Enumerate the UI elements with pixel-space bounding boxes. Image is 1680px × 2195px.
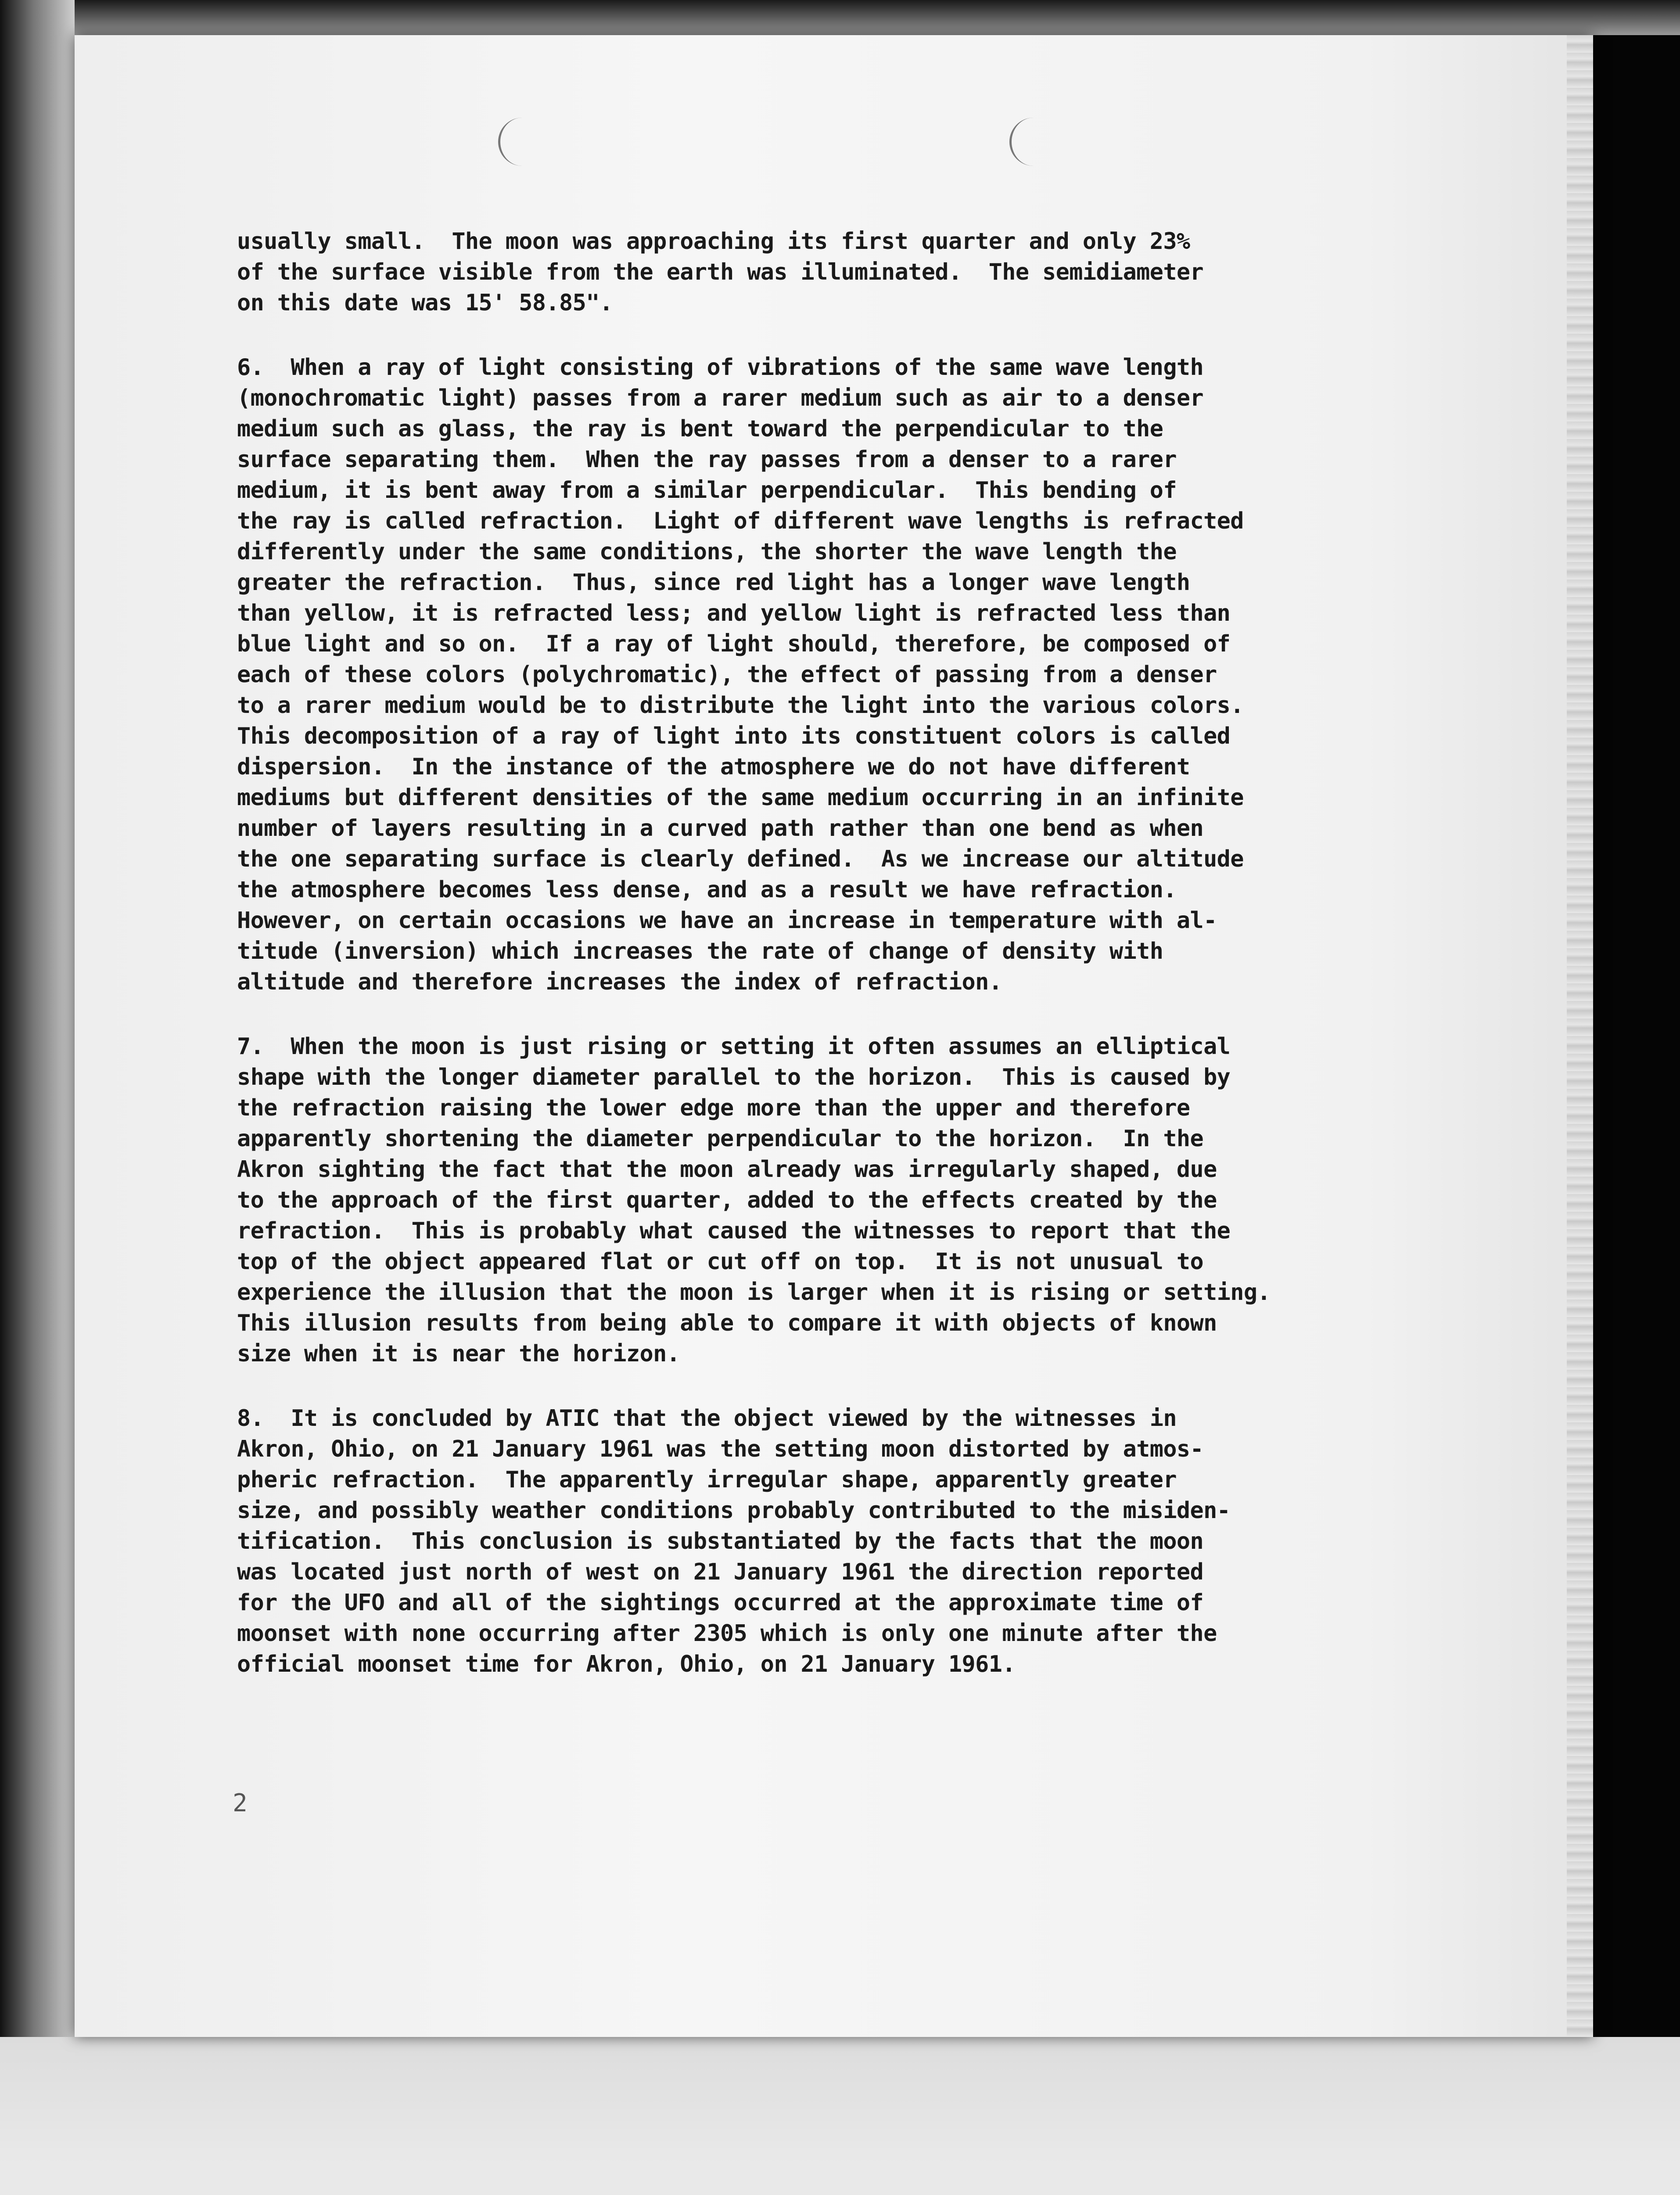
text-line: (monochromatic light) passes from a rarer medium such as air to a denser: [237, 385, 1204, 411]
paragraph-continued: [237, 226, 1457, 318]
text-line: number of layers resulting in a curved path rather than one bend as when: [237, 815, 1204, 842]
text-line: shape with the longer diameter parallel to the horizon. This is caused by: [237, 1064, 1231, 1090]
text-line: This illusion results from being able to compare it with objects of known: [237, 1310, 1217, 1336]
text-line: However, on certain occasions we have an increase in temperature with al-: [237, 907, 1217, 934]
text-line: official moonset time for Akron, Ohio, on 21 January 1961.: [237, 1651, 1016, 1677]
backing-sheet: [0, 2037, 1680, 2195]
text-line: usually small. The moon was approaching its first quarter and only 23%: [237, 228, 1190, 255]
paragraph-8: [237, 1403, 1457, 1680]
text-line: apparently shortening the diameter perpendicular to the horizon. In the: [237, 1126, 1204, 1152]
text-line: pheric refraction. The apparently irregular shape, apparently greater: [237, 1467, 1177, 1493]
text-line: than yellow, it is refracted less; and yellow light is refracted less than: [237, 600, 1231, 626]
text-line: moonset with none occurring after 2305 which is only one minute after the: [237, 1620, 1217, 1647]
text-line: to the approach of the first quarter, added to the effects created by the: [237, 1187, 1217, 1213]
text-line: the refraction raising the lower edge more than the upper and therefore: [237, 1095, 1190, 1121]
text-line: 7. When the moon is just rising or setting it often assumes an elliptical: [237, 1033, 1231, 1060]
film-top-edge: [75, 0, 1680, 35]
film-left-edge: [0, 0, 75, 2037]
text-line: each of these colors (polychromatic), the effect of passing from a denser: [237, 662, 1217, 688]
text-line: mediums but different densities of the same medium occurring in an infinite: [237, 784, 1244, 811]
page-torn-edge: [1567, 35, 1593, 2037]
text-line: the one separating surface is clearly defined. As we increase our altitude: [237, 846, 1244, 872]
text-line: the atmosphere becomes less dense, and as a result we have refraction.: [237, 877, 1177, 903]
text-line: altitude and therefore increases the index of refraction.: [237, 969, 1002, 995]
text-line: Akron, Ohio, on 21 January 1961 was the setting moon distorted by atmos-: [237, 1436, 1204, 1462]
page-number: 2: [233, 1789, 248, 1817]
text-line: experience the illusion that the moon is larger when it is rising or setting.: [237, 1279, 1271, 1306]
text-line: This decomposition of a ray of light into its constituent colors is called: [237, 723, 1231, 749]
paragraph-7: [237, 1031, 1457, 1369]
text-line: titude (inversion) which increases the rate of change of density with: [237, 938, 1163, 964]
text-line: tification. This conclusion is substantiated by the facts that the moon: [237, 1528, 1204, 1554]
text-line: greater the refraction. Thus, since red light has a longer wave length: [237, 569, 1190, 596]
text-line: top of the object appeared flat or cut off on top. It is not unusual to: [237, 1249, 1204, 1275]
text-line: to a rarer medium would be to distribute the light into the various colors.: [237, 692, 1244, 719]
text-line: medium, it is bent away from a similar perpendicular. This bending of: [237, 477, 1177, 504]
text-line: of the surface visible from the earth was illuminated. The semidiameter: [237, 259, 1204, 285]
text-line: medium such as glass, the ray is bent toward the perpendicular to the: [237, 416, 1163, 442]
text-line: blue light and so on. If a ray of light should, therefore, be composed of: [237, 631, 1231, 657]
text-line: size when it is near the horizon.: [237, 1341, 680, 1367]
text-line: was located just north of west on 21 January 1961 the direction reported: [237, 1559, 1204, 1585]
text-line: differently under the same conditions, the shorter the wave length the: [237, 539, 1177, 565]
text-line: the ray is called refraction. Light of different wave lengths is refracted: [237, 508, 1244, 534]
text-line: size, and possibly weather conditions probably contributed to the misiden-: [237, 1497, 1231, 1524]
paragraph-6: [237, 352, 1457, 997]
text-line: refraction. This is probably what caused the witnesses to report that the: [237, 1218, 1231, 1244]
text-line: on this date was 15' 58.85".: [237, 290, 613, 316]
text-line: for the UFO and all of the sightings occurred at the approximate time of: [237, 1590, 1204, 1616]
document-body: [237, 226, 1457, 1713]
text-line: 8. It is concluded by ATIC that the object viewed by the witnesses in: [237, 1405, 1177, 1432]
text-line: surface separating them. When the ray passes from a denser to a rarer: [237, 446, 1177, 473]
text-line: Akron sighting the fact that the moon already was irregularly shaped, due: [237, 1156, 1217, 1183]
text-line: dispersion. In the instance of the atmosphere we do not have different: [237, 754, 1190, 780]
text-line: 6. When a ray of light consisting of vibrations of the same wave length: [237, 354, 1204, 381]
